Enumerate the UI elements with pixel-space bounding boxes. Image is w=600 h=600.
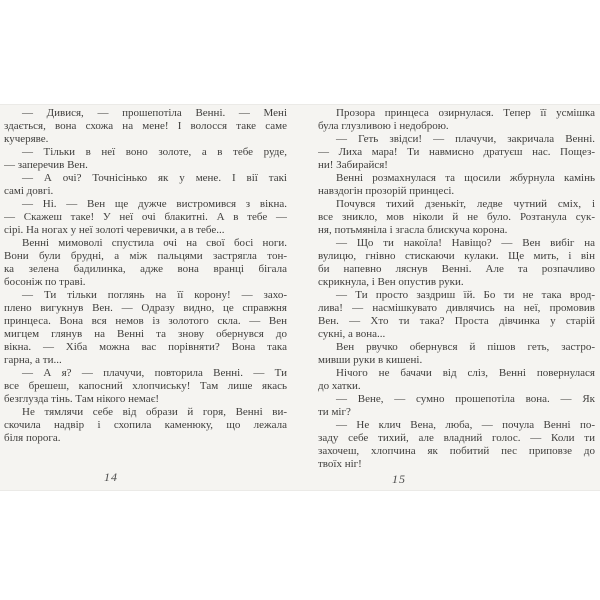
text-line: заду себе тихий, але владний голос. — Коли ти [318,432,595,444]
text-line: лива! — насмішкувато дивлячись на неї, промовив [318,302,595,314]
text-line: — заперечив Вен. [4,159,88,171]
text-line: гарна, а ти... [4,354,62,366]
text-line: скрикнула, і Вен опустив руки. [318,276,464,288]
text-line: би напевно ляснув Венні. Але та розпачливо [318,263,595,275]
page-number-left: 14 [104,470,118,484]
text-line: — Вене, — сумно прошепотіла вона. — Як [336,393,595,405]
text-line: — А очі? Точнісінько як у мене. І вії такі [22,172,287,184]
text-line: Не тямлячи себе від образи й горя, Венні ви- [22,406,287,418]
text-line: Вен рвучко обернувся й пішов геть, застро- [336,341,595,353]
text-line: — Лиха мара! Ти навмисно дратуєш нас. Пощез- [318,146,595,158]
text-line: мигцем глянув на Венні та знову обернувся до [4,328,287,340]
text-line: Венні розмахнулася та щосили жбурнула камінь [336,172,595,184]
text-line: Вен. — Хто ти така? Проста дівчинка у старій [318,315,595,327]
text-line: ни! Забирайся! [318,159,388,171]
text-line: біля порога. [4,432,61,444]
text-line: — Ти тільки поглянь на її корону! — захо- [22,289,287,301]
text-line: ня, потьмяніла і згасла блискуча корона. [318,224,508,236]
text-line: — Скажеш таке! У неї очі блакитні. А в тебе — [4,211,287,223]
right-page-text [318,107,595,471]
text-line: — Ти просто заздриш їй. Бо ти не така врод- [336,289,595,301]
text-line: твоїх ніг! [318,458,362,470]
text-line: до хатки. [318,380,361,392]
text-line: мивши руки в кишені. [318,354,423,366]
text-line: скочила надвір і схопила каменюку, що лежала [4,419,287,431]
book-spread [0,104,600,491]
text-line: захочеш, хлопчина як побитий пес приповзе до [318,445,595,457]
text-line: Вони були брудні, а між пальцями застрягла тон- [4,250,287,262]
text-line: — Геть звідси! — плачучи, закричала Венні. [336,133,595,145]
text-line: сірі. На ногах у неї золоті черевички, а в тебе... [4,224,225,236]
text-line: Прозора принцеса озирнулася. Тепер її усмішка [336,107,595,119]
text-line: принцеса. Вона вся немов із золотого скла. — Вен [4,315,287,327]
text-line: самі довгі. [4,185,54,197]
text-line: — Ні. — Вен ще дужче вистромився з вікна. [22,198,287,210]
text-line: ти міг? [318,406,351,418]
text-line: кучеряве. [4,133,49,145]
page-number-right: 15 [392,472,406,486]
left-page-text [4,107,287,445]
text-line: Нічого не бачачи від сліз, Венні повернулася [336,367,595,379]
text-line: Почувся тихий дзенькіт, ледве чутний сміх, і [336,198,595,210]
text-line: безглузда тінь. Там нікого немає! [4,393,160,405]
text-line: — А я? — плачучи, повторила Венні. — Ти [22,367,287,379]
text-line: — Що ти накоїла! Навіщо? — Вен вибіг на [336,237,595,249]
text-line: все брешеш, капосний хлопчиську! Там лише якась [4,380,287,392]
text-line: ка зелена бадилинка, адже вона вранці бігала [4,263,287,275]
text-line: — Не клич Вена, люба, — почула Венні по- [336,419,595,431]
text-line: вікна. — Хіба можна вас порівняти? Вона така [4,341,287,353]
text-line: Венні мимоволі спустила очі на свої босі ноги. [22,237,287,249]
left-page [0,104,300,491]
text-line: босоніж по траві. [4,276,86,288]
text-line: — Тільки в неї воно золоте, а в тебе руде, [22,146,287,158]
text-line: плено вигукнув Вен. — Одразу видно, це справжня [4,302,287,314]
text-line: все зникло, мов ніколи й не було. Розтанула сук- [318,211,595,223]
text-line: — Дивися, — прошепотіла Венні. — Мені [22,107,287,119]
right-page [300,104,600,491]
text-line: сукні, а вона... [318,328,386,340]
text-line: навздогін прозорій принцесі. [318,185,455,197]
text-line: здається, вона схожа на мене! І волосся таке саме [4,120,287,132]
text-line: була глузливою і недоброю. [318,120,449,132]
text-line: вулицю, гнівно стискаючи кулаки. Ще мить, і він [318,250,595,262]
